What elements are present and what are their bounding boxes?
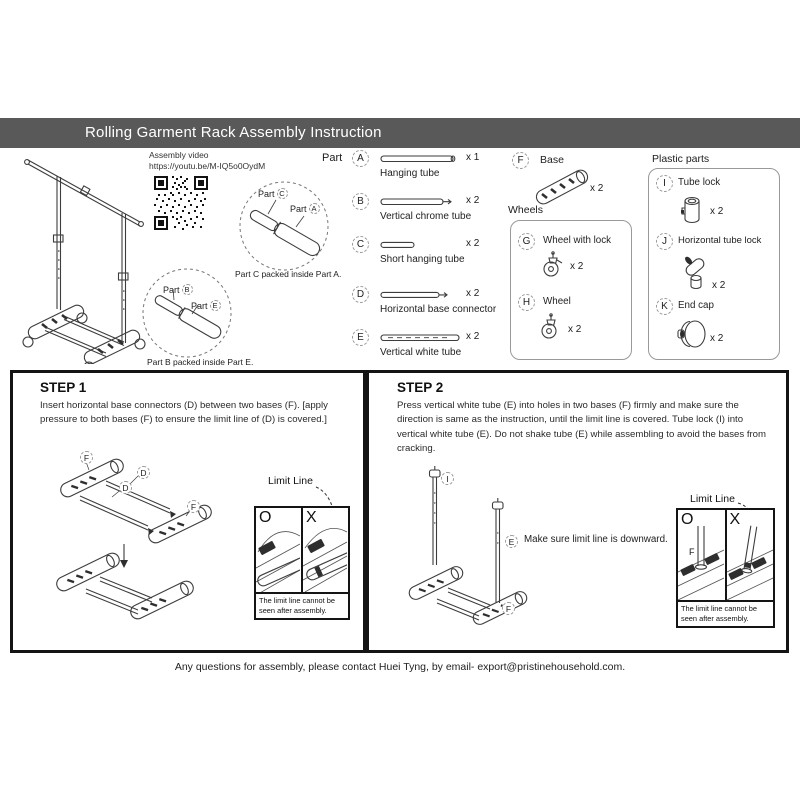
title-bar bbox=[0, 118, 800, 148]
assembly-video-url: https://youtu.be/M-IQ5o0OydM bbox=[149, 161, 266, 171]
limit-inset-2 bbox=[676, 508, 775, 628]
wrong-mark: X bbox=[306, 509, 317, 526]
part-row-c: C x 2 Short hanging tube bbox=[352, 236, 567, 276]
part-letter-badge: E bbox=[210, 300, 221, 311]
tube-lock-name: Tube lock bbox=[678, 177, 721, 188]
tube-icon-c bbox=[380, 240, 420, 250]
part-badge-b: B bbox=[352, 193, 369, 210]
horizontal-tube-lock-icon bbox=[680, 252, 710, 294]
part-letter-badge: B bbox=[182, 284, 193, 295]
wrong-mark-2: X bbox=[729, 511, 741, 528]
wheel-lock-row: G Wheel with lock x 2 bbox=[518, 232, 626, 290]
base-name: Base bbox=[540, 154, 564, 166]
part-row-b: B x 2 Vertical chrome tube bbox=[352, 193, 567, 233]
part-letter-badge: C bbox=[277, 188, 288, 199]
inset-bottom-caption: Part B packed inside Part E. bbox=[147, 357, 254, 367]
base-row: F Base x 2 bbox=[512, 150, 632, 210]
limit-ok-panel-2 bbox=[678, 510, 727, 600]
step1-label-d1: D bbox=[137, 466, 150, 479]
step1-diagram bbox=[52, 450, 217, 628]
step1-label-f2: F bbox=[187, 500, 200, 513]
limit-line-label-1: Limit Line bbox=[268, 475, 313, 487]
part-badge-f: F bbox=[512, 152, 529, 169]
step1-label-f1: F bbox=[80, 451, 93, 464]
part-badge-g: G bbox=[518, 233, 535, 250]
packing-inset-bottom bbox=[141, 267, 233, 359]
limit-wrong-panel-2 bbox=[727, 510, 774, 600]
inset-top-caption: Part C packed inside Part A. bbox=[235, 269, 342, 279]
garment-rack-illustration bbox=[12, 146, 150, 364]
inset-top-label-c: Part C bbox=[258, 188, 288, 199]
step2-body: Press vertical white tube (E) into holes in two bases (F) firmly and make sure the direction is same as the instruction, until the limit line is covered. Tube lock (I) into vertical white tube (E). Do not shake tube (E) while assembling to avoid the bases from cracking. bbox=[397, 400, 767, 455]
end-cap-row: K End cap x 2 bbox=[656, 297, 774, 355]
tube-icon-b bbox=[380, 197, 454, 207]
step1-label-d2: D bbox=[119, 481, 132, 494]
end-cap-name: End cap bbox=[678, 300, 714, 311]
tube-lock-icon bbox=[680, 192, 704, 228]
page-title: Rolling Garment Rack Assembly Instruction bbox=[85, 124, 382, 141]
parts-column-label: Part bbox=[322, 152, 343, 164]
part-letter-badge: A bbox=[309, 203, 320, 214]
step2-label-f: F bbox=[502, 602, 515, 615]
wheel-lock-name: Wheel with lock bbox=[543, 235, 612, 246]
assembly-video-label: Assembly video bbox=[149, 150, 209, 160]
wheels-section-label: Wheels bbox=[508, 204, 544, 216]
part-badge-h: H bbox=[518, 294, 535, 311]
qr-code bbox=[154, 176, 208, 230]
part-row-d: D x 2 Horizontal base connector bbox=[352, 286, 567, 326]
tube-icon-a bbox=[380, 154, 460, 164]
inset-bottom-label-e: Part E bbox=[191, 300, 221, 311]
tube-icon-e bbox=[380, 333, 464, 343]
step1-body: Insert horizontal base connectors (D) between two bases (F). [apply pressure to both bases (F) to ensure the limit line of (D) is covered.] bbox=[40, 400, 328, 426]
part-row-e: E x 2 Vertical white tube bbox=[352, 329, 567, 369]
wheel-with-lock-icon bbox=[540, 251, 564, 279]
limit-wrong-panel bbox=[303, 508, 348, 592]
wheel-row: H Wheel x 2 bbox=[518, 293, 626, 351]
inset-top-label-a: Part A bbox=[290, 203, 320, 214]
ok-mark: O bbox=[259, 509, 272, 526]
step2-title: STEP 2 bbox=[397, 380, 444, 395]
wheel-icon bbox=[538, 313, 562, 341]
tube-lock-row: I Tube lock x 2 bbox=[656, 174, 774, 230]
plastic-section-label: Plastic parts bbox=[652, 153, 710, 165]
part-badge-e: E bbox=[352, 329, 369, 346]
contact-footer: Any questions for assembly, please contact Huei Tyng, by email- export@pristinehousehold.com. bbox=[174, 661, 626, 673]
step2-label-i: I bbox=[441, 472, 454, 485]
step1-title: STEP 1 bbox=[40, 380, 87, 395]
horizontal-tube-lock-name: Horizontal tube lock bbox=[678, 235, 762, 246]
limit-ok-panel bbox=[256, 508, 303, 592]
step2-label-e: E bbox=[505, 535, 518, 548]
limit-caption-2: The limit line cannot be seen after assembly. bbox=[678, 600, 773, 626]
part-badge-c: C bbox=[352, 236, 369, 253]
limit-inset-1 bbox=[254, 506, 350, 620]
inset-bottom-label-b: Part B bbox=[163, 284, 193, 295]
horizontal-tube-lock-row: J Horizontal tube lock x 2 bbox=[656, 232, 774, 294]
limit-line-label-2: Limit Line bbox=[690, 493, 735, 505]
end-cap-icon bbox=[674, 317, 710, 351]
part-badge-j: J bbox=[656, 233, 673, 250]
step2-note: Make sure limit line is downward. bbox=[524, 534, 668, 545]
base-ref-label: F bbox=[689, 547, 695, 557]
part-badge-d: D bbox=[352, 286, 369, 303]
part-badge-a: A bbox=[352, 150, 369, 167]
part-badge-i: I bbox=[656, 175, 673, 192]
part-badge-k: K bbox=[656, 298, 673, 315]
tube-icon-d bbox=[380, 290, 450, 300]
limit-caption-1: The limit line cannot be seen after assembly. bbox=[256, 592, 348, 618]
part-row-a: A x 1 Hanging tube bbox=[352, 150, 567, 190]
wheel-name: Wheel bbox=[543, 296, 571, 307]
ok-mark-2: O bbox=[681, 511, 694, 528]
